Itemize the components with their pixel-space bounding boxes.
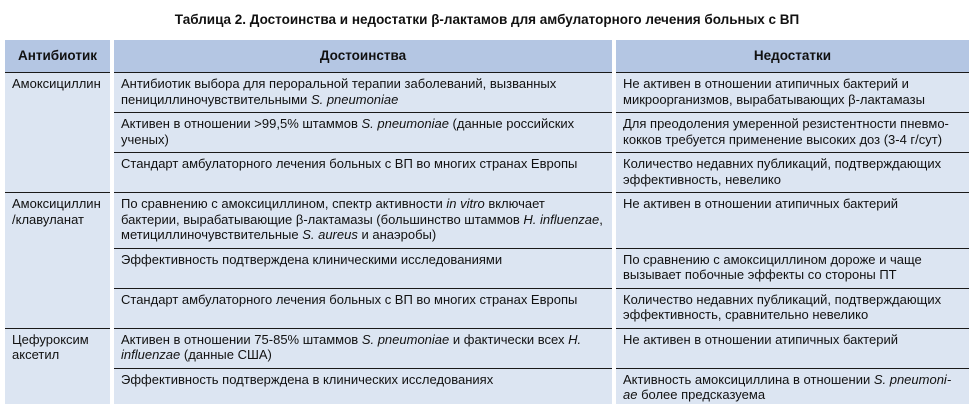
table-row	[5, 328, 969, 368]
column-header-cons: Недостатки	[616, 40, 969, 73]
table-row	[5, 153, 969, 193]
pros-cell: Эффективность подтверждена в клинических исследованиях	[114, 368, 612, 404]
table-row	[5, 73, 969, 113]
cons-cell: Не активен в отношении атипичных бактерий и микроорганизмов, вырабатывающих β-лактамазы	[616, 73, 969, 113]
pros-cell: Стандарт амбулаторного лечения больных с ВП во многих странах Европы	[114, 288, 612, 328]
column-header-antibiotic: Антибиотик	[5, 40, 110, 73]
pros-cell: По сравнению с амоксициллином, спектр активности in vitro включает бактерии, вырабатывающие β-лактамазы (большинство штаммов H. influenzae, метициллиночувствительные S. aureus и анаэробы)	[114, 193, 612, 249]
cons-cell: Не активен в отношении атипичных бактерий	[616, 193, 969, 249]
pros-cell: Эффективность подтверждена клиническими исследованиями	[114, 248, 612, 288]
header-row	[5, 40, 969, 73]
table-row	[5, 288, 969, 328]
pros-cell: Антибиотик выбора для пероральной терапии заболеваний, вызванных пенициллиночувствительными S. pneumoniae	[114, 73, 612, 113]
antibiotics-table	[5, 40, 969, 404]
table-row	[5, 368, 969, 404]
table-row	[5, 193, 969, 249]
cons-cell: Количество недавних публикаций, подтверждающих эффективность, сравнительно невелико	[616, 288, 969, 328]
pros-cell: Активен в отношении 75-85% штаммов S. pneumoniae и фактически всех H. influenzae (данные США)	[114, 328, 612, 368]
cons-cell: По сравнению с амоксициллином дороже и чаще вызывает побочные эффекты со стороны ПТ	[616, 248, 969, 288]
antibiotic-cell: Цефуроксим аксетил	[5, 328, 110, 404]
table-row	[5, 248, 969, 288]
pros-cell: Стандарт амбулаторного лечения больных с ВП во многих странах Европы	[114, 153, 612, 193]
antibiotic-cell: Амоксициллин/клавуланат	[5, 193, 110, 329]
cons-cell: Для преодоления умеренной резистентности пневмо- кокков требуется применение высоких доз (3-4 г/сут)	[616, 113, 969, 153]
antibiotic-cell: Амоксициллин	[5, 73, 110, 193]
cons-cell: Не активен в отношении атипичных бактерий	[616, 328, 969, 368]
cons-cell: Количество недавних публикаций, подтверждающих эффективность, невелико	[616, 153, 969, 193]
pros-cell: Активен в отношении >99,5% штаммов S. pneumoniae (данные российских ученых)	[114, 113, 612, 153]
column-header-pros: Достоинства	[114, 40, 612, 73]
cons-cell: Активность амоксициллина в отношении S. pneumoni- ае более предсказуема	[616, 368, 969, 404]
table-title: Таблица 2. Достоинства и недостатки β-лактамов для амбулаторного лечения больных с ВП	[174, 12, 800, 27]
table-row	[5, 113, 969, 153]
